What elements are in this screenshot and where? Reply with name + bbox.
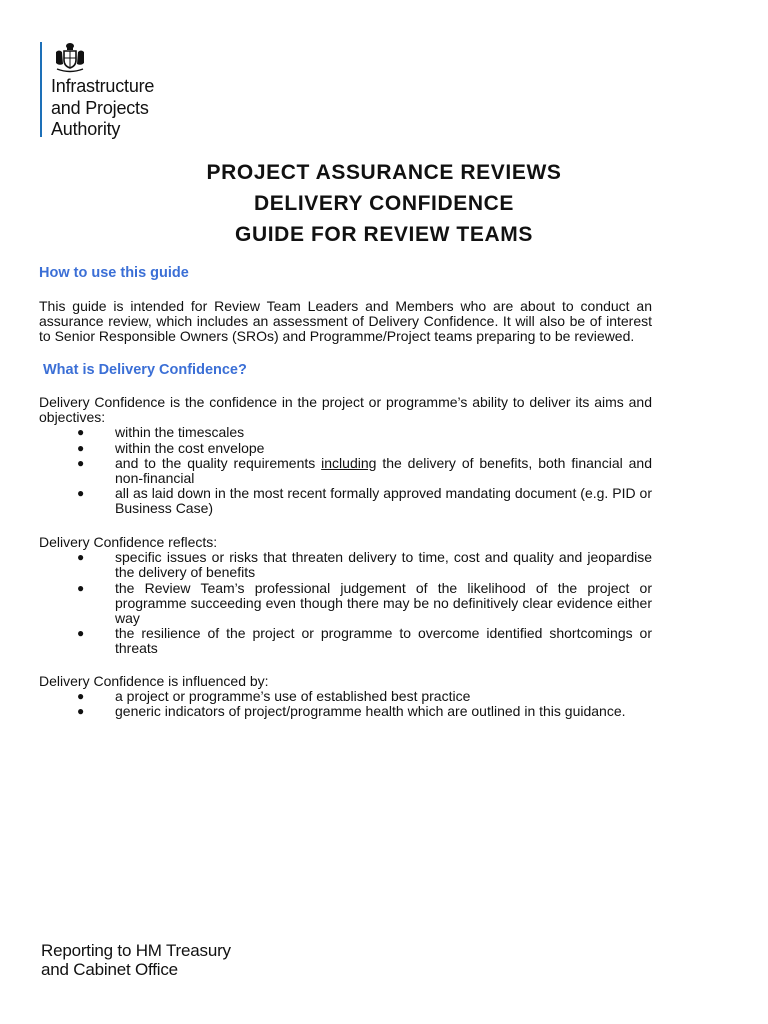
list-item <box>39 441 652 456</box>
list-item <box>39 550 652 580</box>
org-name <box>51 76 251 141</box>
title-line-3: GUIDE FOR REVIEW TEAMS <box>235 223 533 246</box>
reflects-list <box>39 550 652 656</box>
heading-how-to-use: How to use this guide <box>39 265 189 281</box>
list-item-text: and to the quality requirements <box>115 454 322 471</box>
footer-reporting <box>41 941 231 979</box>
org-line-3: Authority <box>51 119 121 139</box>
influenced-intro: Delivery Confidence is influenced by: <box>39 673 269 689</box>
list-item-text: within the timescales <box>115 424 245 441</box>
bullet: ● <box>77 550 85 565</box>
list-item-text: within the cost envelope <box>115 439 265 456</box>
list-item <box>39 486 652 516</box>
influenced-list <box>39 689 652 719</box>
bullet: ● <box>77 486 85 501</box>
how-to-use-paragraph: This guide is intended for Review Team Leaders and Members who are about to conduct an assurance review, which includes an assessment of Delivery Confidence. It will also be of interest to Senior Responsible Owners (SROs) and Programme/Project teams preparing to be reviewed. <box>39 298 652 345</box>
list-item-text: the Review Team’s professional judgement of the likelihood of the project or programme succeeding even though there may be no definitively clear evidence either way <box>115 579 652 627</box>
list-item <box>39 704 652 719</box>
reflects-intro: Delivery Confidence reflects: <box>39 534 218 550</box>
list-item-text: specific issues or risks that threaten delivery to time, cost and quality and jeopardise the delivery of benefits <box>115 549 652 581</box>
dc-intro: Delivery Confidence is the confidence in the project or programme’s ability to deliver its aims and objectives: <box>39 394 652 426</box>
list-item <box>39 456 652 486</box>
royal-coat-of-arms-icon <box>52 42 88 74</box>
bullet: ● <box>77 626 85 641</box>
bullet: ● <box>77 455 85 470</box>
logo-bar <box>40 42 42 137</box>
footer-line-2: and Cabinet Office <box>41 960 178 979</box>
list-item-text: all as laid down in the most recent formally approved mandating document (e.g. PID or Business Case) <box>115 485 652 517</box>
document-title <box>0 157 768 250</box>
dc-criteria-list <box>39 425 652 516</box>
list-item-text: generic indicators of project/programme health which are outlined in this guidance. <box>115 703 626 720</box>
bullet: ● <box>77 440 85 455</box>
underlined-word: including <box>321 454 377 471</box>
bullet: ● <box>77 689 85 704</box>
list-item <box>39 626 652 656</box>
list-item <box>39 689 652 704</box>
title-line-2: DELIVERY CONFIDENCE <box>254 192 514 215</box>
bullet: ● <box>77 580 85 595</box>
list-item-text: the resilience of the project or programme to overcome identified shortcomings or threats <box>115 625 652 657</box>
list-item <box>39 425 652 440</box>
list-item-text: a project or programme’s use of established best practice <box>115 688 471 705</box>
dc-definition-block <box>39 395 652 517</box>
heading-what-is-dc: What is Delivery Confidence? <box>43 362 247 378</box>
bullet: ● <box>77 704 85 719</box>
dc-influenced-block <box>39 674 652 720</box>
footer-line-1: Reporting to HM Treasury <box>41 941 231 960</box>
list-item-text: the delivery of benefits, both financial and non-financial <box>115 454 652 487</box>
org-line-2: and Projects <box>51 97 149 118</box>
org-line-1: Infrastructure <box>51 76 155 96</box>
dc-reflects-block <box>39 535 652 657</box>
title-line-1: PROJECT ASSURANCE REVIEWS <box>206 161 562 184</box>
list-item <box>39 581 652 627</box>
bullet: ● <box>77 425 85 440</box>
